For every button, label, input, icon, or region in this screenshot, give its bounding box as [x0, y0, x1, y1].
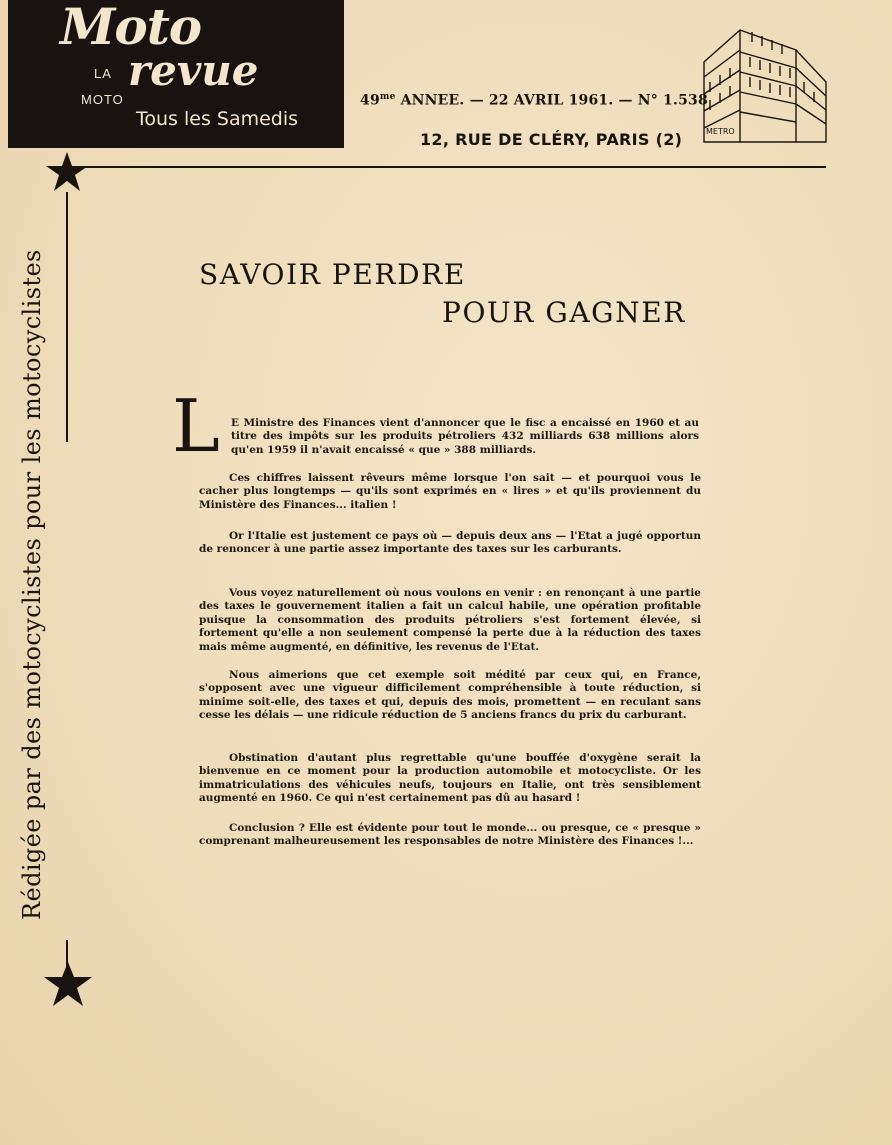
article-paragraph: Ces chiffres laissent rêveurs même lorsque l'on sait — et pourquoi vous le cacher plus longtemps — qu'ils sont exprimés en « lires » et qu'ils proviennent du Ministère des Finances... italien !: [199, 472, 701, 511]
article-paragraph: Or l'Italie est justement ce pays où — depuis deux ans — l'Etat a jugé opportun de renoncer à une partie assez importante des taxes sur les carburants.: [199, 530, 701, 556]
article-title-line2: POUR GAGNER: [442, 296, 686, 329]
masthead: [8, 0, 344, 148]
issue-line: [360, 92, 708, 109]
drop-cap: L: [172, 384, 220, 468]
article-paragraph: E Ministre des Finances vient d'annoncer que le fisc a encaissé en 1960 et au titre des impôts sur les produits pétroliers 432 milliards 638 millions alors qu'en 1959 il n'avait encaissé « que » 388 milliards.: [231, 417, 699, 456]
issue-date: ANNEE. — 22 AVRIL 1961. — N° 1.538: [395, 92, 708, 109]
svg-text:METRO: METRO: [706, 127, 735, 136]
issue-number-suffix: me: [379, 92, 396, 102]
logo-moto-small-text: MOTO: [81, 92, 124, 107]
logo-revue-text: revue: [128, 46, 259, 95]
article-paragraph: Nous aimerions que cet exemple soit médité par ceux qui, en France, s'opposent avec une vigueur difficilement compréhensible à toute réduction, si minime soit-elle, des taxes et qui, depuis des mois, promettent — en reculant sans cesse les délais — une ridicule réduction de 5 anciens francs du prix du carburant.: [199, 669, 701, 722]
building-illustration: [700, 22, 830, 147]
header-rule: [80, 166, 826, 168]
side-slogan: Rédigée par des motocyclistes pour les motocyclistes: [18, 249, 46, 920]
star-icon: [42, 960, 94, 1008]
article-paragraph: Vous voyez naturellement où nous voulons en venir : en renonçant à une partie des taxes le gouvernement italien a fait un calcul habile, une opération profitable puisque la consommation des produits pétroliers s'est fortement élevée, si fortement qu'elle a non seulement compensé la perte due à la réduction des taxes mais même augmenté, en définitive, les revenus de l'Etat.: [199, 587, 701, 653]
issue-number: 49: [360, 92, 380, 109]
article-paragraph: Conclusion ? Elle est évidente pour tout le monde... ou presque, ce « presque » comprenant malheureusement les responsables de notre Ministère des Finances !...: [199, 822, 701, 848]
masthead-tagline: Tous les Samedis: [136, 108, 299, 130]
address-line: 12, RUE DE CLÉRY, PARIS (2): [420, 130, 683, 149]
article-paragraph: Obstination d'autant plus regrettable qu'une bouffée d'oxygène serait la bienvenue en ce moment pour la production automobile et motocycliste. Or les immatriculations des véhicules neufs, toujours en Italie, ont très sensiblement augmenté en 1960. Ce qui n'est certainement pas dû au hasard !: [199, 752, 701, 805]
side-rule: [66, 192, 68, 442]
star-icon: [44, 150, 90, 194]
logo-la-text: LA: [94, 66, 112, 81]
logo-moto-text: Moto: [60, 0, 202, 56]
article-title-line1: SAVOIR PERDRE: [199, 258, 466, 291]
